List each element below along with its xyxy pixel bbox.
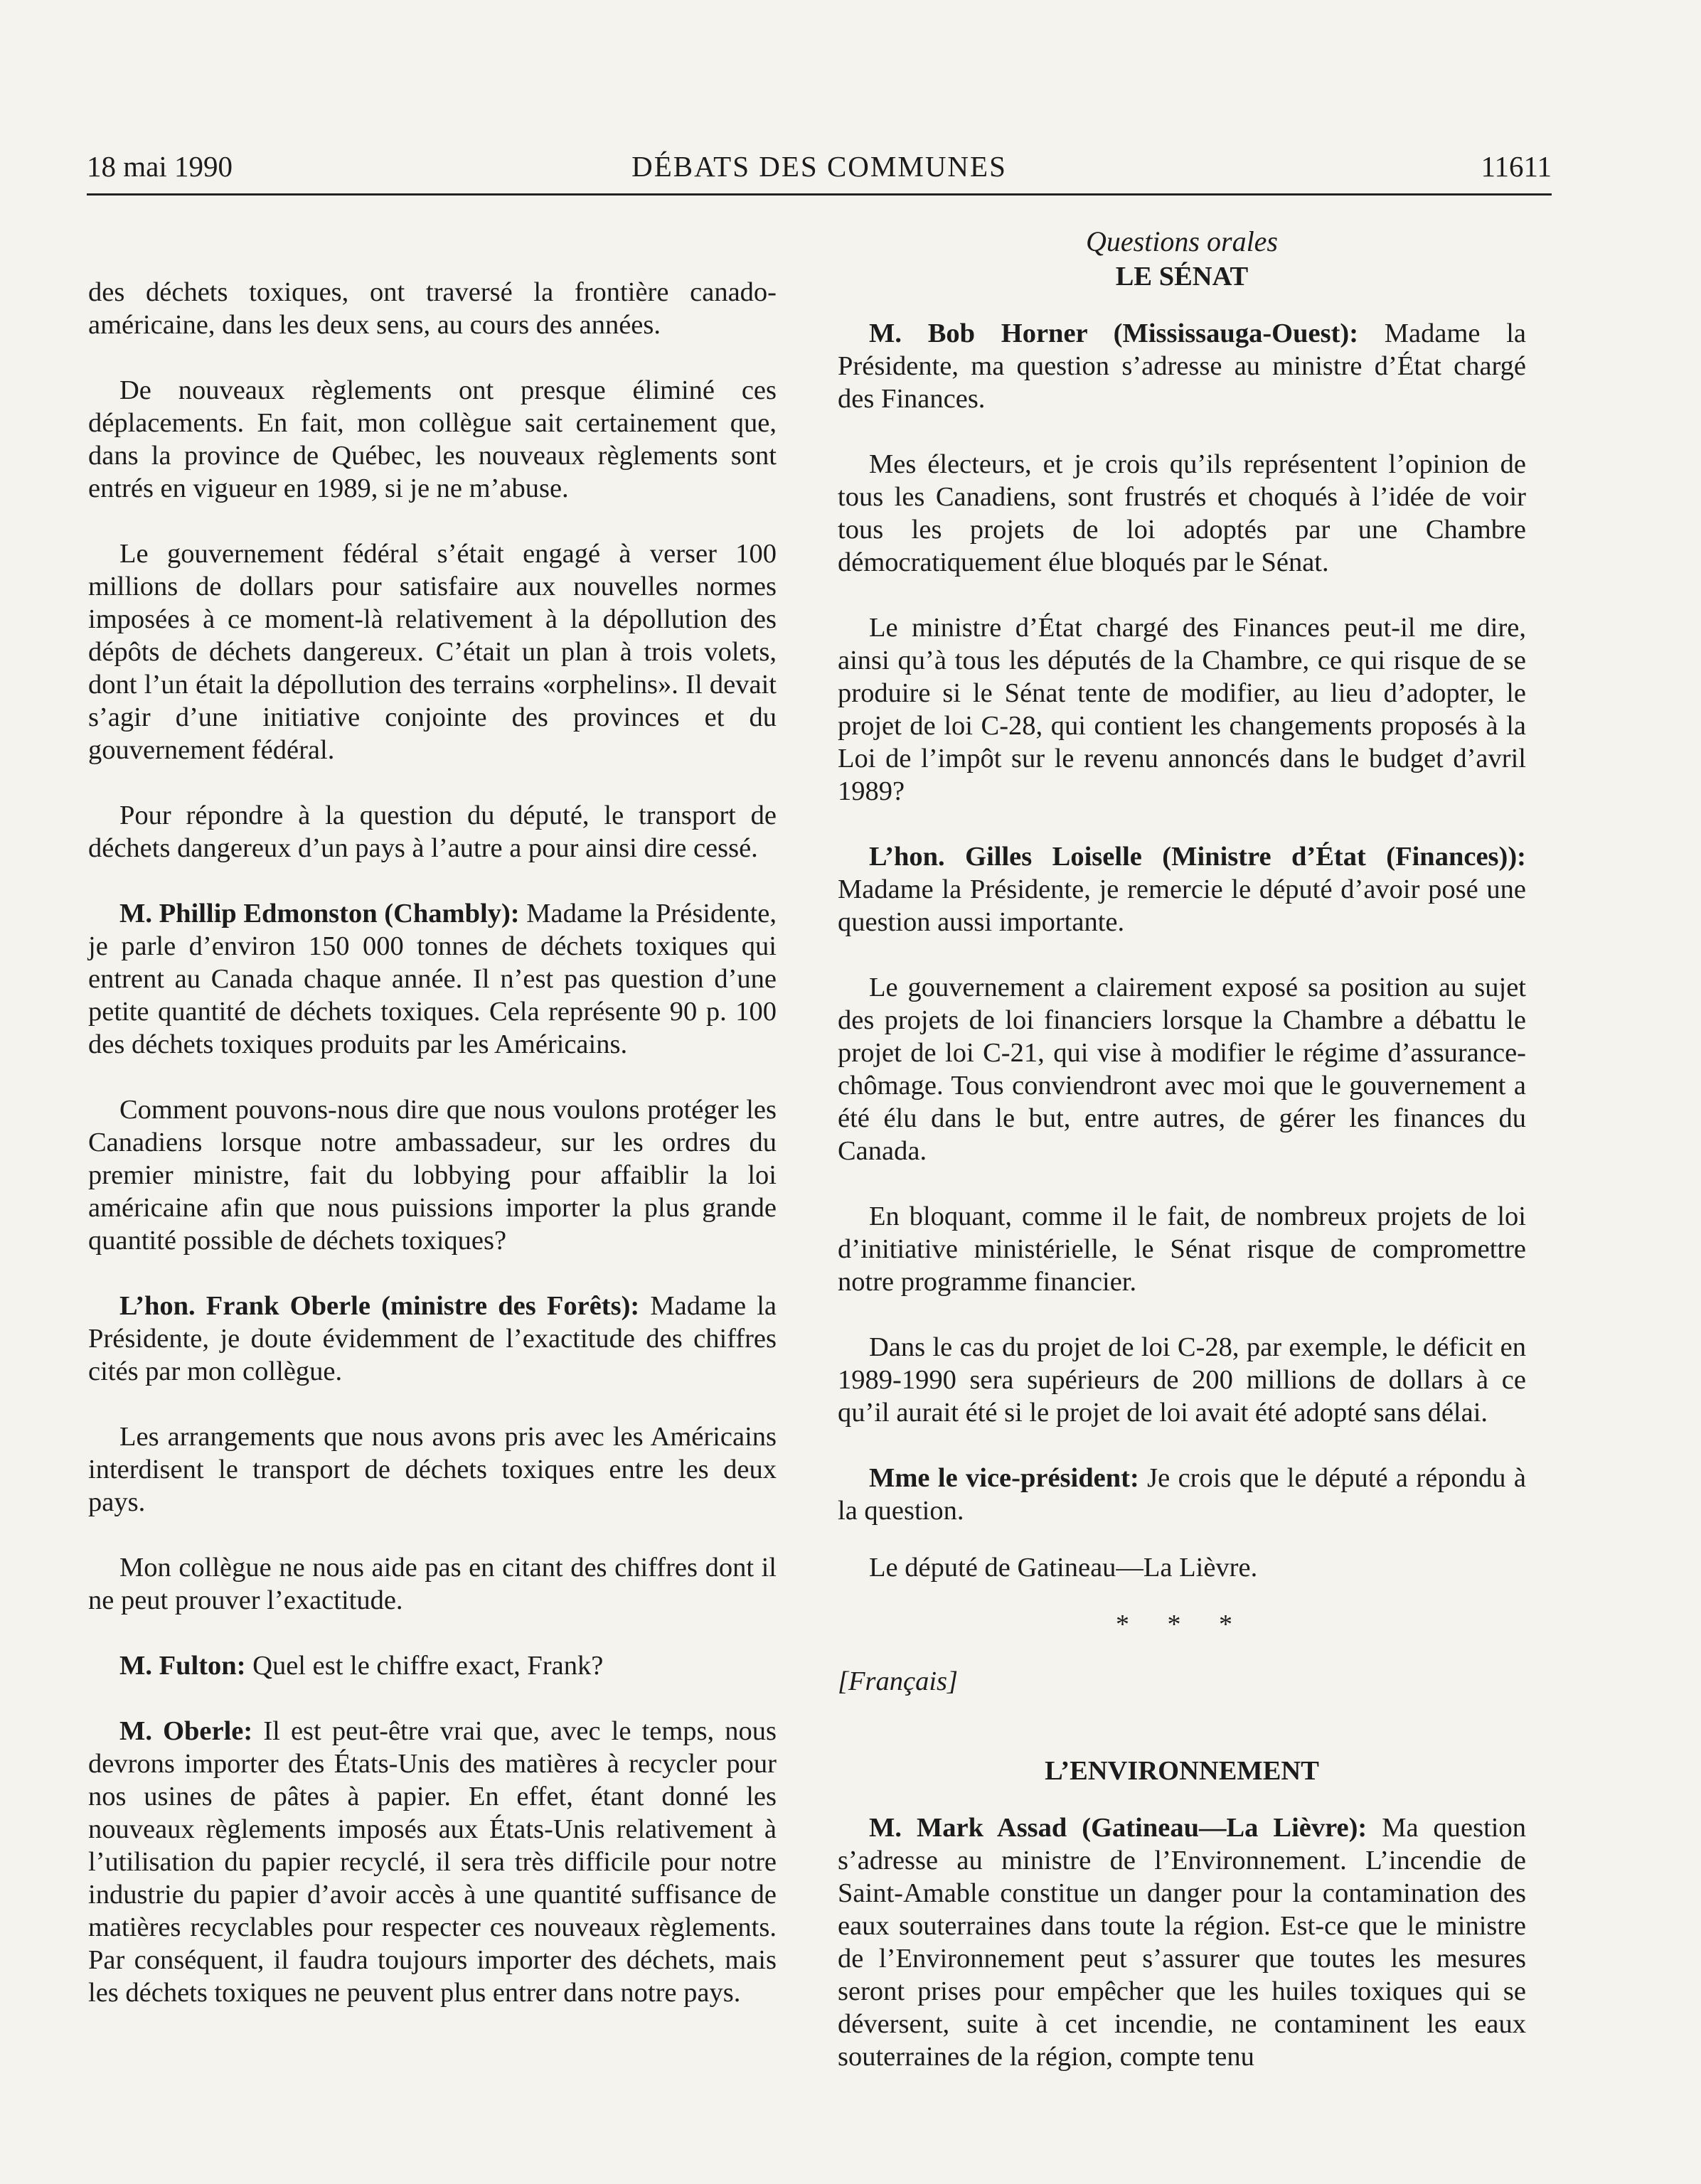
header-page-number: 11611	[1481, 150, 1552, 183]
paragraph: Les arrangements que nous avons pris avec les Américains interdisent le transport de déchets toxiques entre les deux pays.	[88, 1422, 777, 1517]
speech	[838, 1462, 1526, 1527]
speech	[838, 1811, 1526, 2073]
paragraph: Le député de Gatineau—La Lièvre.	[869, 1553, 1258, 1583]
speaker-name: Mme le vice-président:	[869, 1463, 1139, 1493]
speech-text: Quel est le chiffre exact, Frank?	[252, 1651, 604, 1681]
paragraph: Le ministre d’État chargé des Finances peut-il me dire, ainsi qu’à tous les députés de la Chambre, ce qui risque de se produire si le Sénat tente de modifier, au lieu d’adopter, le projet de loi C-28, qui contient les changements proposés à la Loi de l’impôt sur le revenu annoncés dans le budget d’avril 1989?	[838, 613, 1526, 806]
paragraph: Le gouvernement fédéral s’était engagé à verser 100 millions de dollars pour satisfaire aux nouvelles normes imposées à ce moment-là relativement à la dépollution des dépôts de déchets dangereux. C’était un plan à trois volets, dont l’un était la dépollution des terrains «orphelins». Il devait s’agir d’une initiative conjointe des provinces et du gouvernement fédéral.	[88, 539, 777, 765]
language-marker: [Français]	[838, 1666, 958, 1696]
speech-text: Madame la Présidente, je parle d’environ 150 000 tonnes de déchets toxiques qui entrent au Canada chaque année. Il n’est pas question d’une petite quantité de déchets toxiques. Cela représente 90 p. 100 des déchets toxiques produits par les Américains.	[88, 899, 777, 1059]
speaker-name: L’hon. Gilles Loiselle (Ministre d’État (Finances)):	[869, 842, 1526, 872]
speaker-name: M. Oberle:	[119, 1716, 253, 1746]
paragraph: Le gouvernement a clairement exposé sa position au sujet des projets de loi financiers lorsque la Chambre a débattu le projet de loi C-21, qui vise à modifier le régime d’assurance-chômage. Tous conviendront avec moi que le gouvernement a été élu dans le but, entre autres, de gérer les finances du Canada.	[838, 973, 1526, 1166]
speech	[88, 1290, 777, 1388]
speech-text: Madame la Présidente, ma question s’adresse au ministre d’État chargé des Finances.	[838, 318, 1526, 414]
header-date: 18 mai 1990	[87, 150, 233, 183]
paragraph: De nouveaux règlements ont presque éliminé ces déplacements. En fait, mon collègue sait certainement que, dans la province de Québec, les nouveaux règlements sont entrés en vigueur en 1989, si je ne m’abuse.	[88, 375, 777, 503]
speech	[838, 317, 1526, 415]
speech	[88, 1715, 777, 2009]
speech-text: Il est peut-être vrai que, avec le temps, nous devrons importer des États-Unis des matières à recycler pour nos usines de pâtes à papier. En effet, étant donné les nouveaux règlements imposés aux États-Unis relativement à l’utilisation du papier recyclé, il sera très difficile pour notre industrie du papier d’avoir accès à une quantité suffisance de matières recyclables pour respecter ces nouveaux règlements. Par conséquent, il faudra toujours importer des déchets, mais les déchets toxiques ne peuvent plus entrer dans notre pays.	[88, 1716, 777, 2008]
header-title: DÉBATS DES COMMUNES	[631, 150, 1007, 183]
right-column	[838, 225, 1527, 2073]
speech	[838, 840, 1526, 938]
speech-text: Madame la Présidente, je doute évidemment de l’exactitude des chiffres cités par mon collègue.	[88, 1291, 777, 1386]
speech	[88, 897, 777, 1061]
speaker-name: M. Fulton:	[119, 1651, 246, 1681]
section-heading: L’ENVIRONNEMENT	[1045, 1756, 1319, 1786]
paragraph: Dans le cas du projet de loi C-28, par exemple, le déficit en 1989-1990 sera supérieurs de 200 millions de dollars à ce qu’il aurait été si le projet de loi avait été adopté sans délai.	[838, 1332, 1526, 1428]
speaker-name: M. Bob Horner (Mississauga-Ouest):	[869, 318, 1359, 348]
paragraph: Mon collègue ne nous aide pas en citant des chiffres dont il ne peut prouver l’exactitude.	[88, 1553, 777, 1615]
speaker-name: M. Mark Assad (Gatineau—La Lièvre):	[869, 1813, 1367, 1843]
paragraph: En bloquant, comme il le fait, de nombreux projets de loi d’initiative ministérielle, le Sénat risque de compromettre notre programme financier.	[838, 1201, 1526, 1297]
speech-text: Madame la Présidente, je remercie le député d’avoir posé une question aussi importante.	[838, 874, 1526, 937]
page-header	[87, 145, 1552, 196]
speech-text: Je crois que le député a répondu à la question.	[838, 1463, 1527, 1526]
paragraph: Mes électeurs, et je crois qu’ils représentent l’opinion de tous les Canadiens, sont frustrés et choqués à l’idée de voir tous les projets de loi adoptés par une Chambre démocratiquement élue bloqués par le Sénat.	[838, 449, 1526, 577]
section-heading: LE SÉNAT	[1115, 262, 1249, 291]
paragraph: des déchets toxiques, ont traversé la frontière canado-américaine, dans les deux sens, au cours des années.	[88, 277, 777, 340]
running-head: Questions orales	[1086, 225, 1278, 257]
section-separator: * * *	[1116, 1610, 1248, 1639]
paragraph: Pour répondre à la question du député, le transport de déchets dangereux d’un pays à l’autre a pour ainsi dire cessé.	[88, 801, 777, 863]
speech-text: Ma question s’adresse au ministre de l’Environnement. L’incendie de Saint-Amable constitue un danger pour la contamination des eaux souterraines dans toute la région. Est-ce que le ministre de l’Environnement peut s’assurer que toutes les mesures seront prises pour empêcher que les huiles toxiques qui se déversent, suite à cet incendie, ne contaminent les eaux souterraines de la région, compte tenu	[838, 1813, 1526, 2072]
paragraph: Comment pouvons-nous dire que nous voulons protéger les Canadiens lorsque notre ambassadeur, sur les ordres du premier ministre, fait du lobbying pour affaiblir la loi américaine afin que nous puissions importer la plus grande quantité possible de déchets toxiques?	[88, 1095, 777, 1256]
speech	[88, 1649, 777, 1682]
speaker-name: M. Phillip Edmonston (Chambly):	[119, 899, 520, 928]
speaker-name: L’hon. Frank Oberle (ministre des Forêts):	[119, 1291, 640, 1321]
left-column	[88, 276, 777, 2009]
